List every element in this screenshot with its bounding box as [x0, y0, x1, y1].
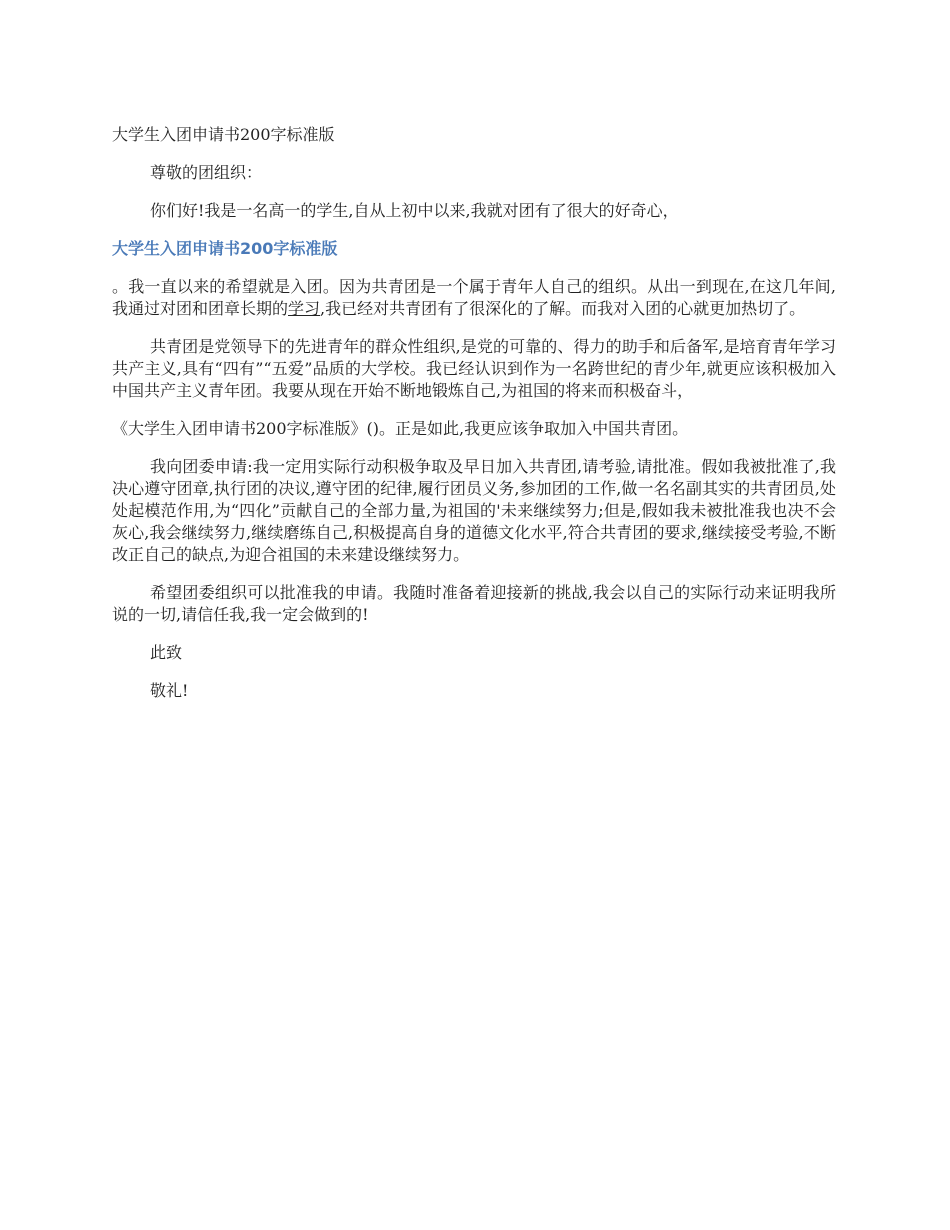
paragraph-1-text-after: ,我已经对共青团有了很深化的了解。而我对入团的心就更加热切了。: [320, 299, 806, 318]
study-link[interactable]: 学习: [288, 299, 321, 318]
paragraph-4: 我向团委申请:我一定用实际行动积极争取及早日加入共青团,请考验,请批准。假如我被批准了,我决心遵守团章,执行团的决议,遵守团的纪律,履行团员义务,参加团的工作,做一名名副其实的共青团员,处处起模范作用,为“四化”贡献自己的全部力量,为祖国的'未来继续努力;但是,假如我未被批准我也决不会灰心,我会继续努力,继续磨练自己,积极提高自身的道德文化水平,符合共青团的要求,继续接受考验,不断改正自己的缺点,为迎合祖国的未来建设继续努力。: [112, 457, 836, 564]
paragraph-5: 希望团委组织可以批准我的申请。我随时准备着迎接新的挑战,我会以自己的实际行动来证明我所说的一切,请信任我,我一定会做到的!: [112, 583, 836, 624]
paragraph-1: [112, 276, 836, 320]
closing-line-1: 此致: [150, 643, 183, 662]
section-heading: 大学生入团申请书200字标准版: [112, 239, 338, 258]
document-page: [112, 124, 836, 718]
closing-line-2: 敬礼!: [150, 681, 189, 700]
salutation: 尊敬的团组织：: [150, 163, 263, 182]
paragraph-3: 《大学生入团申请书200字标准版》()。正是如此,我更应该争取加入中国共青团。: [112, 419, 689, 438]
greeting-paragraph: 你们好!我是一名高一的学生,自从上初中以来,我就对团有了很大的好奇心，: [150, 201, 679, 220]
document-title-line: 大学生入团申请书200字标准版: [112, 125, 335, 144]
paragraph-2: 共青团是党领导下的先进青年的群众性组织,是党的可靠的、得力的助手和后备军,是培育青年学习共产主义,具有“四有”“五爱”品质的大学校。我已经认识到作为一名跨世纪的青少年,就更应该积极加入中国共产主义青年团。我要从现在开始不断地锻炼自己,为祖国的将来而积极奋斗，: [112, 337, 836, 400]
paragraph-1-text-before: 。我一直以来的希望就是入团。因为共青团是一个属于青年人自己的组织。从出一到现在,在这几年间,我通过对团和团章长期的: [112, 277, 836, 318]
